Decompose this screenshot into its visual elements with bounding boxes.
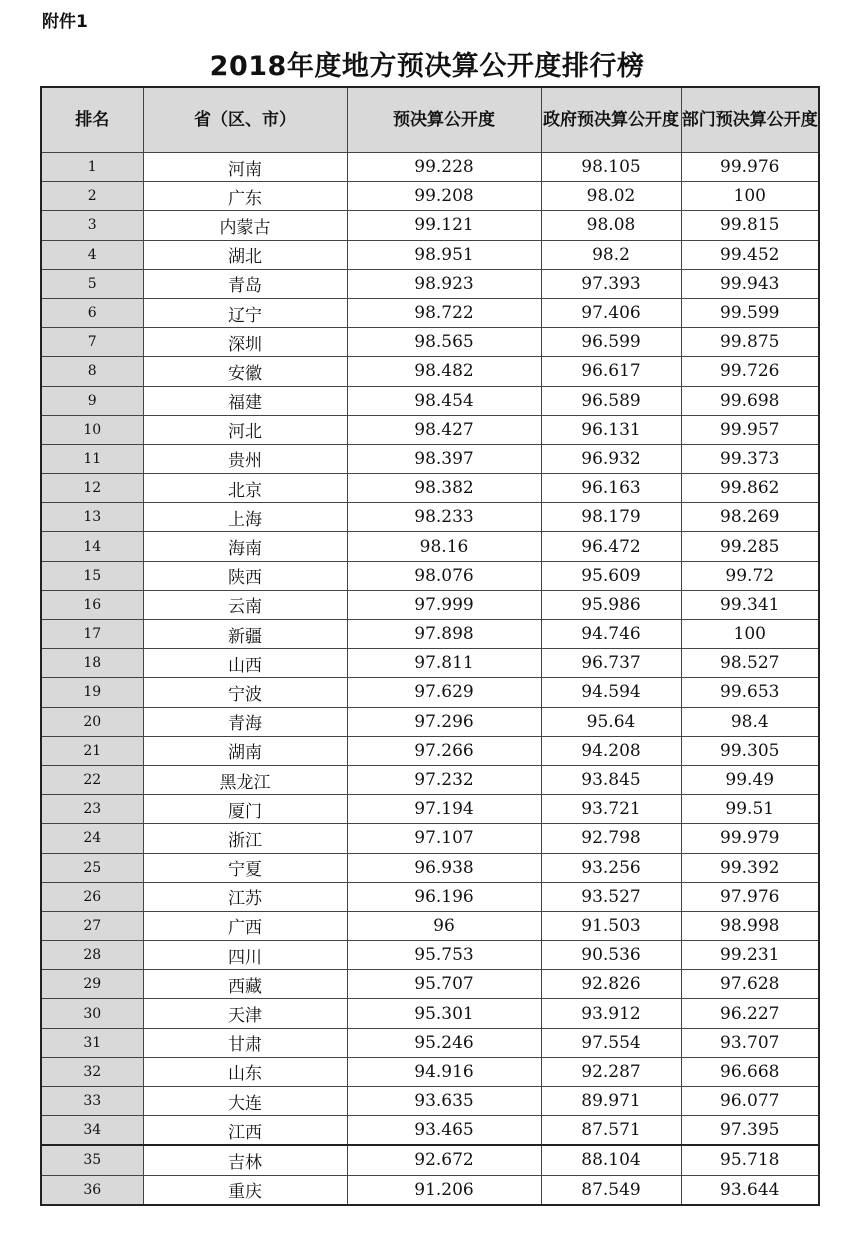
cell-government: 98.08 (541, 211, 681, 240)
cell-overall: 98.16 (347, 532, 541, 561)
cell-rank: 7 (41, 328, 143, 357)
table-row (41, 474, 819, 503)
table-body (41, 153, 819, 1205)
cell-rank: 25 (41, 853, 143, 882)
cell-rank: 10 (41, 415, 143, 444)
table-row (41, 240, 819, 269)
table-row (41, 795, 819, 824)
cell-government: 88.104 (541, 1145, 681, 1175)
cell-rank: 35 (41, 1145, 143, 1175)
cell-overall: 97.629 (347, 678, 541, 707)
cell-overall: 99.121 (347, 211, 541, 240)
cell-rank: 5 (41, 269, 143, 298)
cell-region: 黑龙江 (143, 765, 347, 794)
cell-region: 北京 (143, 474, 347, 503)
cell-government: 94.208 (541, 736, 681, 765)
cell-department: 99.875 (681, 328, 819, 357)
cell-region: 深圳 (143, 328, 347, 357)
cell-rank: 1 (41, 153, 143, 182)
cell-government: 96.932 (541, 444, 681, 473)
cell-government: 91.503 (541, 911, 681, 940)
cell-overall: 98.951 (347, 240, 541, 269)
table-row (41, 824, 819, 853)
cell-department: 93.644 (681, 1175, 819, 1205)
column-header-region: 省（区、市） (143, 87, 347, 153)
cell-rank: 8 (41, 357, 143, 386)
cell-government: 93.845 (541, 765, 681, 794)
cell-government: 97.406 (541, 298, 681, 327)
cell-region: 天津 (143, 999, 347, 1028)
cell-government: 96.589 (541, 386, 681, 415)
table-row (41, 211, 819, 240)
page-title: 2018年度地方预决算公开度排行榜 (209, 51, 645, 82)
table-row (41, 153, 819, 182)
column-header-overall: 预决算公开度 (347, 87, 541, 153)
cell-rank: 29 (41, 970, 143, 999)
table-row (41, 1175, 819, 1205)
cell-rank: 4 (41, 240, 143, 269)
table-row (41, 386, 819, 415)
cell-overall: 92.672 (347, 1145, 541, 1175)
cell-region: 重庆 (143, 1175, 347, 1205)
cell-department: 99.72 (681, 561, 819, 590)
cell-government: 93.527 (541, 882, 681, 911)
cell-government: 95.986 (541, 590, 681, 619)
table-row (41, 415, 819, 444)
cell-department: 99.976 (681, 153, 819, 182)
cell-overall: 97.107 (347, 824, 541, 853)
cell-overall: 99.208 (347, 182, 541, 211)
table-row (41, 1028, 819, 1057)
cell-overall: 98.397 (347, 444, 541, 473)
cell-government: 96.737 (541, 649, 681, 678)
cell-overall: 95.707 (347, 970, 541, 999)
cell-overall: 97.296 (347, 707, 541, 736)
cell-region: 河南 (143, 153, 347, 182)
cell-overall: 91.206 (347, 1175, 541, 1205)
cell-region: 陕西 (143, 561, 347, 590)
table-row (41, 678, 819, 707)
cell-department: 100 (681, 182, 819, 211)
cell-rank: 30 (41, 999, 143, 1028)
cell-overall: 99.228 (347, 153, 541, 182)
table-row (41, 532, 819, 561)
cell-government: 98.2 (541, 240, 681, 269)
cell-overall: 98.565 (347, 328, 541, 357)
table-row (41, 736, 819, 765)
cell-department: 97.395 (681, 1116, 819, 1146)
cell-government: 97.393 (541, 269, 681, 298)
cell-department: 99.599 (681, 298, 819, 327)
cell-region: 福建 (143, 386, 347, 415)
cell-department: 99.862 (681, 474, 819, 503)
cell-department: 99.341 (681, 590, 819, 619)
cell-department: 99.653 (681, 678, 819, 707)
cell-rank: 31 (41, 1028, 143, 1057)
cell-department: 96.227 (681, 999, 819, 1028)
cell-overall: 93.635 (347, 1087, 541, 1116)
cell-government: 96.163 (541, 474, 681, 503)
column-header-rank: 排名 (41, 87, 143, 153)
cell-rank: 11 (41, 444, 143, 473)
cell-government: 98.179 (541, 503, 681, 532)
cell-overall: 98.722 (347, 298, 541, 327)
cell-overall: 93.465 (347, 1116, 541, 1146)
cell-region: 广东 (143, 182, 347, 211)
cell-rank: 28 (41, 941, 143, 970)
cell-government: 92.826 (541, 970, 681, 999)
cell-region: 甘肃 (143, 1028, 347, 1057)
table-row (41, 357, 819, 386)
table-row (41, 707, 819, 736)
cell-overall: 96.196 (347, 882, 541, 911)
cell-overall: 98.076 (347, 561, 541, 590)
cell-rank: 27 (41, 911, 143, 940)
cell-overall: 97.811 (347, 649, 541, 678)
cell-rank: 17 (41, 620, 143, 649)
cell-rank: 23 (41, 795, 143, 824)
cell-overall: 95.753 (347, 941, 541, 970)
cell-government: 98.02 (541, 182, 681, 211)
cell-rank: 36 (41, 1175, 143, 1205)
cell-government: 93.256 (541, 853, 681, 882)
cell-overall: 97.232 (347, 765, 541, 794)
cell-rank: 34 (41, 1116, 143, 1146)
cell-region: 内蒙古 (143, 211, 347, 240)
column-header-department: 部门预决算公开度 (681, 87, 819, 153)
cell-region: 四川 (143, 941, 347, 970)
cell-department: 98.4 (681, 707, 819, 736)
cell-overall: 97.999 (347, 590, 541, 619)
cell-department: 99.452 (681, 240, 819, 269)
cell-overall: 98.454 (347, 386, 541, 415)
cell-region: 山西 (143, 649, 347, 678)
cell-rank: 24 (41, 824, 143, 853)
cell-department: 98.269 (681, 503, 819, 532)
cell-rank: 6 (41, 298, 143, 327)
table-row (41, 269, 819, 298)
cell-rank: 9 (41, 386, 143, 415)
cell-overall: 94.916 (347, 1057, 541, 1086)
cell-rank: 19 (41, 678, 143, 707)
cell-department: 96.077 (681, 1087, 819, 1116)
cell-government: 92.287 (541, 1057, 681, 1086)
cell-region: 云南 (143, 590, 347, 619)
cell-department: 99.231 (681, 941, 819, 970)
cell-region: 江苏 (143, 882, 347, 911)
cell-department: 97.628 (681, 970, 819, 999)
cell-rank: 26 (41, 882, 143, 911)
cell-region: 宁波 (143, 678, 347, 707)
table-header-row (41, 87, 819, 153)
cell-rank: 32 (41, 1057, 143, 1086)
table-row (41, 765, 819, 794)
table-row (41, 1145, 819, 1175)
table-row (41, 503, 819, 532)
cell-region: 山东 (143, 1057, 347, 1086)
cell-region: 吉林 (143, 1145, 347, 1175)
cell-rank: 16 (41, 590, 143, 619)
table-row (41, 561, 819, 590)
cell-department: 99.285 (681, 532, 819, 561)
table-row (41, 444, 819, 473)
cell-region: 西藏 (143, 970, 347, 999)
table-row (41, 1116, 819, 1146)
cell-rank: 13 (41, 503, 143, 532)
cell-department: 97.976 (681, 882, 819, 911)
cell-department: 99.51 (681, 795, 819, 824)
cell-rank: 3 (41, 211, 143, 240)
cell-overall: 98.482 (347, 357, 541, 386)
cell-rank: 18 (41, 649, 143, 678)
cell-department: 93.707 (681, 1028, 819, 1057)
cell-department: 99.943 (681, 269, 819, 298)
table-row (41, 941, 819, 970)
cell-region: 江西 (143, 1116, 347, 1146)
cell-overall: 98.382 (347, 474, 541, 503)
cell-government: 96.131 (541, 415, 681, 444)
cell-region: 安徽 (143, 357, 347, 386)
table-row (41, 1087, 819, 1116)
cell-overall: 97.266 (347, 736, 541, 765)
cell-rank: 22 (41, 765, 143, 794)
cell-department: 95.718 (681, 1145, 819, 1175)
cell-region: 湖北 (143, 240, 347, 269)
cell-department: 98.998 (681, 911, 819, 940)
cell-region: 浙江 (143, 824, 347, 853)
cell-overall: 96.938 (347, 853, 541, 882)
cell-government: 97.554 (541, 1028, 681, 1057)
cell-region: 大连 (143, 1087, 347, 1116)
cell-region: 河北 (143, 415, 347, 444)
annex-label: 附件1 (42, 12, 88, 32)
cell-region: 宁夏 (143, 853, 347, 882)
cell-department: 99.957 (681, 415, 819, 444)
cell-government: 95.64 (541, 707, 681, 736)
cell-government: 90.536 (541, 941, 681, 970)
cell-government: 92.798 (541, 824, 681, 853)
ranking-table (40, 86, 820, 1206)
cell-government: 93.721 (541, 795, 681, 824)
cell-government: 98.105 (541, 153, 681, 182)
cell-region: 新疆 (143, 620, 347, 649)
table-row (41, 882, 819, 911)
cell-overall: 98.923 (347, 269, 541, 298)
cell-rank: 14 (41, 532, 143, 561)
cell-department: 99.698 (681, 386, 819, 415)
cell-government: 95.609 (541, 561, 681, 590)
cell-overall: 95.246 (347, 1028, 541, 1057)
cell-rank: 12 (41, 474, 143, 503)
cell-government: 94.746 (541, 620, 681, 649)
cell-government: 96.472 (541, 532, 681, 561)
cell-region: 广西 (143, 911, 347, 940)
table-row (41, 590, 819, 619)
column-header-government: 政府预决算公开度 (541, 87, 681, 153)
cell-rank: 15 (41, 561, 143, 590)
cell-overall: 98.233 (347, 503, 541, 532)
table-row (41, 911, 819, 940)
table-row (41, 649, 819, 678)
cell-region: 青海 (143, 707, 347, 736)
cell-region: 上海 (143, 503, 347, 532)
cell-government: 87.549 (541, 1175, 681, 1205)
table-row (41, 999, 819, 1028)
table-row (41, 182, 819, 211)
cell-region: 海南 (143, 532, 347, 561)
cell-rank: 2 (41, 182, 143, 211)
cell-department: 100 (681, 620, 819, 649)
table-row (41, 620, 819, 649)
table-row (41, 853, 819, 882)
cell-rank: 20 (41, 707, 143, 736)
cell-department: 99.373 (681, 444, 819, 473)
cell-overall: 95.301 (347, 999, 541, 1028)
cell-region: 辽宁 (143, 298, 347, 327)
table-row (41, 1057, 819, 1086)
cell-overall: 98.427 (347, 415, 541, 444)
table-row (41, 970, 819, 999)
cell-department: 99.49 (681, 765, 819, 794)
cell-department: 99.815 (681, 211, 819, 240)
cell-government: 94.594 (541, 678, 681, 707)
cell-government: 96.599 (541, 328, 681, 357)
cell-region: 厦门 (143, 795, 347, 824)
cell-region: 青岛 (143, 269, 347, 298)
cell-government: 93.912 (541, 999, 681, 1028)
cell-rank: 33 (41, 1087, 143, 1116)
cell-department: 99.392 (681, 853, 819, 882)
table-row (41, 298, 819, 327)
cell-government: 96.617 (541, 357, 681, 386)
cell-region: 湖南 (143, 736, 347, 765)
cell-region: 贵州 (143, 444, 347, 473)
cell-department: 99.305 (681, 736, 819, 765)
cell-government: 89.971 (541, 1087, 681, 1116)
cell-overall: 96 (347, 911, 541, 940)
cell-department: 98.527 (681, 649, 819, 678)
cell-rank: 21 (41, 736, 143, 765)
table-row (41, 328, 819, 357)
cell-government: 87.571 (541, 1116, 681, 1146)
cell-overall: 97.898 (347, 620, 541, 649)
cell-department: 99.979 (681, 824, 819, 853)
cell-overall: 97.194 (347, 795, 541, 824)
cell-department: 96.668 (681, 1057, 819, 1086)
cell-department: 99.726 (681, 357, 819, 386)
